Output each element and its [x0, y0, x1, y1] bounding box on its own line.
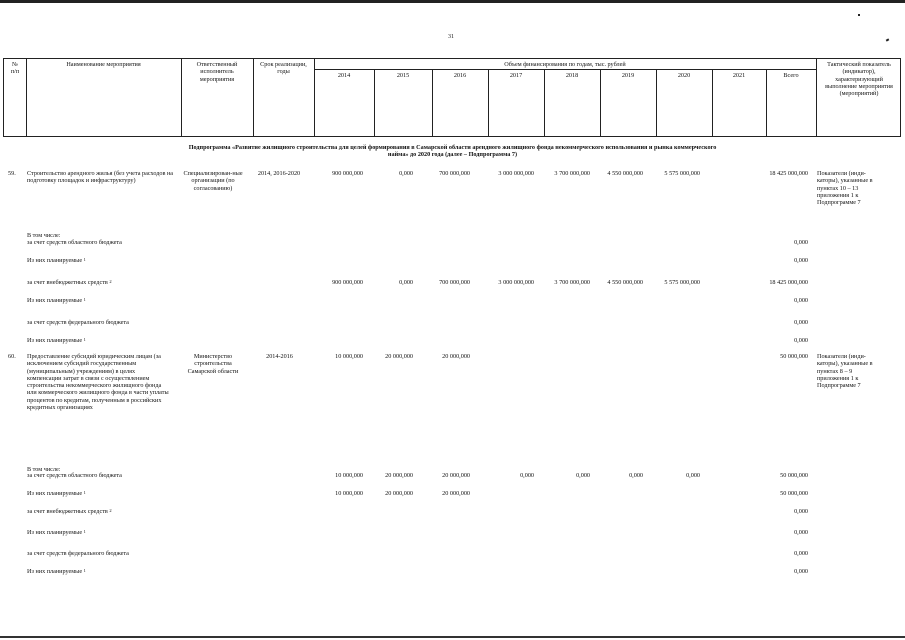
- value-cell: 0,000: [794, 550, 808, 557]
- header-year: 2021: [732, 72, 746, 79]
- value-cell: 10 000,000: [335, 472, 363, 479]
- value-cell: 4 550 000,000: [607, 170, 643, 177]
- scan-mark: [886, 38, 890, 41]
- value-cell: 0,000: [399, 279, 413, 286]
- item-responsible: Специализирован-ные организации (по согласованию): [183, 170, 243, 192]
- value-cell: 0,000: [794, 319, 808, 326]
- value-cell: 0,000: [629, 472, 643, 479]
- value-cell: 50 000,000: [780, 353, 808, 360]
- item-number: 60.: [8, 353, 16, 360]
- sub-row-label: [27, 490, 86, 497]
- value-cell: 20 000,000: [442, 353, 470, 360]
- value-cell: 0,000: [686, 472, 700, 479]
- value-cell: 0,000: [399, 170, 413, 177]
- value-cell: 0,000: [794, 508, 808, 515]
- value-cell: 50 000,000: [780, 490, 808, 497]
- page-number: 31: [448, 34, 454, 40]
- sub-row-label-text: за счет внебюджетных средств: [27, 508, 108, 515]
- value-cell: 20 000,000: [385, 472, 413, 479]
- value-cell: 700 000,000: [439, 170, 470, 177]
- sub-row-label-text: Из них планируемые: [27, 568, 83, 575]
- value-cell: 10 000,000: [335, 490, 363, 497]
- sub-row-label-text: за счет средств федерального бюджета: [27, 319, 129, 326]
- sub-row-label-text: Из них планируемые: [27, 337, 83, 344]
- table-header: [3, 58, 901, 137]
- header-year: 2018: [565, 72, 579, 79]
- value-cell: 5 575 000,000: [664, 170, 700, 177]
- sub-row-label-text: Из них планируемые: [27, 490, 83, 497]
- header-year: 2019: [621, 72, 635, 79]
- scan-mark: [858, 14, 860, 16]
- sub-row-label-text: Из них планируемые: [27, 297, 83, 304]
- value-cell: 900 000,000: [332, 279, 363, 286]
- value-cell: 20 000,000: [385, 353, 413, 360]
- sub-row-label: [27, 239, 122, 246]
- sub-row-label-text: за счет внебюджетных средств: [27, 279, 108, 286]
- value-cell: 10 000,000: [335, 353, 363, 360]
- footnote-mark: 1: [83, 568, 86, 573]
- value-cell: 20 000,000: [442, 490, 470, 497]
- value-cell: 700 000,000: [439, 279, 470, 286]
- header-num: № п/п: [10, 61, 20, 76]
- value-cell: 3 700 000,000: [554, 279, 590, 286]
- header-name: Наименование мероприятия: [66, 61, 141, 68]
- value-cell: 18 425 000,000: [769, 170, 808, 177]
- sub-row-label-text: за счет средств областного бюджета: [27, 472, 122, 479]
- sub-row-label-text: Из них планируемые: [27, 257, 83, 264]
- value-cell: 20 000,000: [385, 490, 413, 497]
- value-cell: 0,000: [794, 529, 808, 536]
- value-cell: 3 000 000,000: [498, 279, 534, 286]
- including-label: В том числе:: [27, 232, 61, 239]
- header-volume: Объем финансирования по годам, тыс. рублей: [504, 61, 626, 68]
- header-year: 2015: [396, 72, 410, 79]
- footnote-mark: 1: [83, 257, 86, 262]
- sub-row-label: [27, 529, 86, 536]
- header-year: 2017: [509, 72, 523, 79]
- sub-row-label: [27, 279, 112, 286]
- value-cell: 0,000: [794, 257, 808, 264]
- header-responsible: Ответственный исполнитель мероприятия: [196, 61, 238, 83]
- item-term: 2014, 2016-2020: [257, 170, 301, 177]
- value-cell: 4 550 000,000: [607, 279, 643, 286]
- header-year: 2014: [337, 72, 351, 79]
- item-name: Предоставление субсидий юридическим лицам (за исключением субсидий государственным (муниципальным) учреждениям) в целях компенсации затрат в связи с осуществлением строительства некоммерческого жилищного фонда или коммерческого жилищного фонда в части уплаты процентов по кредитам, полученным в российских кредитных организациях: [27, 353, 169, 412]
- footnote-mark: 1: [83, 490, 86, 495]
- value-cell: 3 000 000,000: [498, 170, 534, 177]
- sub-row-label: [27, 337, 86, 344]
- sub-row-label: [27, 257, 86, 264]
- sub-row-label-text: Из них планируемые: [27, 529, 83, 536]
- sub-row-label-text: за счет средств федерального бюджета: [27, 550, 129, 557]
- sub-row-label-text: за счет средств областного бюджета: [27, 239, 122, 246]
- header-year: 2016: [453, 72, 467, 79]
- footnote-mark: 1: [83, 297, 86, 302]
- sub-row-label: [27, 568, 86, 575]
- sub-row-label: [27, 297, 86, 304]
- value-cell: 0,000: [520, 472, 534, 479]
- subprogram-title: Подпрограмма «Развитие жилищного строительства для целей формирования в Самарской области арендного жилищного фонда некоммерческого использования и рынка коммерческого найма» до 2020 года (далее – Подпрограмма 7): [188, 144, 717, 159]
- value-cell: 0,000: [794, 568, 808, 575]
- value-cell: 0,000: [794, 337, 808, 344]
- value-cell: 3 700 000,000: [554, 170, 590, 177]
- footnote-mark: 2: [109, 508, 112, 513]
- bottom-border: [0, 636, 905, 638]
- value-cell: 18 425 000,000: [769, 279, 808, 286]
- including-label: В том числе:: [27, 466, 61, 473]
- item-indicator: Показатели (инди-каторы), указанные в пунктах 8 – 9 приложения 1 к Подпрограмме 7: [817, 353, 873, 390]
- value-cell: 0,000: [576, 472, 590, 479]
- item-responsible: Министерство строительства Самарской области: [187, 353, 239, 375]
- sub-row-label: [27, 550, 129, 557]
- item-number: 59.: [8, 170, 16, 177]
- value-cell: 5 575 000,000: [664, 279, 700, 286]
- header-indicator: Тактический показатель (индикатор), характеризующий выполнение мероприятия (мероприятий): [825, 61, 893, 98]
- footnote-mark: 1: [83, 337, 86, 342]
- sub-row-label: [27, 508, 112, 515]
- item-name: Строительство арендного жилья (без учета расходов на подготовку площадок и инфраструктуру): [27, 170, 174, 185]
- header-term: Срок реализации, годы: [260, 61, 307, 76]
- top-border: [0, 0, 905, 3]
- value-cell: 0,000: [794, 239, 808, 246]
- value-cell: 0,000: [794, 297, 808, 304]
- item-term: 2014-2016: [266, 353, 293, 360]
- footnote-mark: 2: [109, 279, 112, 284]
- value-cell: 20 000,000: [442, 472, 470, 479]
- value-cell: 900 000,000: [332, 170, 363, 177]
- header-year: 2020: [677, 72, 691, 79]
- value-cell: 50 000,000: [780, 472, 808, 479]
- sub-row-label: [27, 472, 122, 479]
- item-indicator: Показатели (инди-каторы), указанные в пунктах 10 – 13 приложения 1 к Подпрограмме 7: [817, 170, 873, 207]
- footnote-mark: 1: [83, 529, 86, 534]
- sub-row-label: [27, 319, 129, 326]
- header-total: Всего: [783, 72, 799, 79]
